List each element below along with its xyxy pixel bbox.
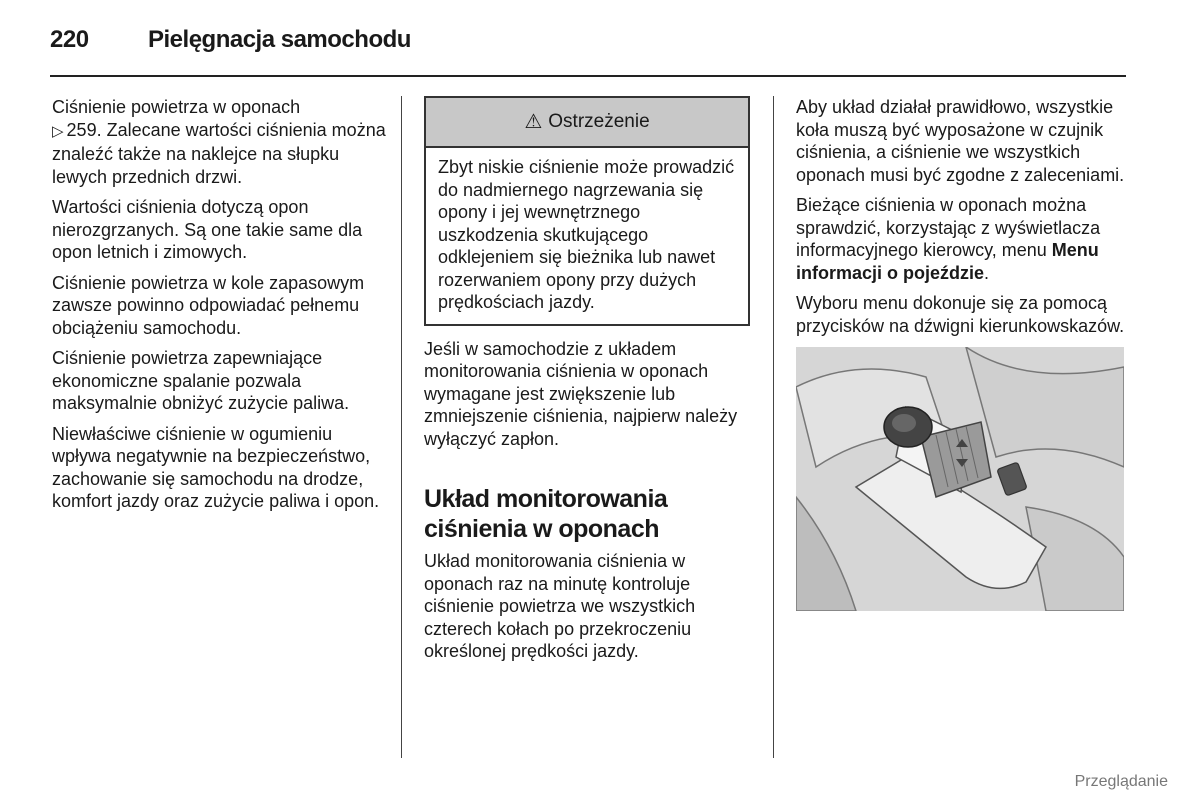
paragraph-spare-wheel: Ciśnienie powietrza w kole zapasowym zawsze powinno odpowiadać pełnemu obciążeniu samochodu. [52, 272, 365, 338]
warning-title: Ostrzeżenie [548, 110, 650, 132]
section-heading: Układ monitorowania ciśnienia w oponach [424, 485, 668, 543]
warning-text: Zbyt niskie ciśnienie może prowadzić do nadmiernego nagrzewania się opony i jej wewnętrznego uszkodzenia skutkującego odklejeniem się bieżnika lub nawet rozerwaniem opony przy dużych prędkościach jazdy. [438, 157, 735, 312]
arrow-right-icon: ▷ [52, 122, 64, 140]
warning-box [424, 96, 750, 326]
warning-header [426, 98, 748, 148]
paragraph-ignition-off: Jeśli w samochodzie z układem monitorowania ciśnienia w oponach wymagane jest zwiększenie lub zmniejszenie ciśnienia, najpierw należy wyłączyć zapłon. [424, 338, 738, 449]
page-title: Pielęgnacja samochodu [148, 26, 411, 53]
warning-triangle-icon: ⚠ [524, 110, 543, 133]
paragraph-tire-pressure: Ciśnienie powietrza w oponach ▷ 259. Zalecane wartości ciśnienia można znaleźć także na naklejce na słupku lewych przednich drzwi. [52, 97, 386, 187]
page-reference: 259. Zalecane wartości ciśnienia można znaleźć także na naklejce na słupku lewych przednich drzwi. [52, 119, 386, 187]
column-3 [796, 96, 1126, 611]
lever-drawing [796, 347, 1124, 611]
paragraph-economy: Ciśnienie powietrza zapewniające ekonomiczne spalanie pozwala maksymalnie obniżyć zużycie paliwa. [52, 348, 350, 413]
paragraph-menu-selection: Wyboru menu dokonuje się za pomocą przycisków na dźwigni kierunkowskazów. [796, 293, 1125, 336]
header-divider [50, 75, 1126, 77]
paragraph-check-pressure: Bieżące ciśnienia w oponach można sprawdzić, korzystając z wyświetlacza informacyjnego kierowcy, menu Menu informacji o pojeździe. [796, 195, 1101, 283]
column-divider-1 [401, 96, 402, 758]
paragraph-cold-tires: Wartości ciśnienia dotyczą opon nierozgrzanych. Są one takie same dla opon letnich i zimowych. [52, 197, 363, 262]
page-number: 220 [50, 26, 89, 53]
column-2 [424, 96, 754, 671]
footer-nav-label[interactable]: Przeglądanie [1074, 773, 1168, 790]
paragraph-incorrect-pressure: Niewłaściwe ciśnienie w ogumieniu wpływa negatywnie na bezpieczeństwo, zachowanie się samochodu na drodze, komfort jazdy oraz zużycie paliwa i opon. [52, 423, 380, 511]
turn-signal-lever-illustration [796, 347, 1124, 611]
paragraph-sensors: Aby układ działał prawidłowo, wszystkie koła muszą być wyposażone w czujnik ciśnienia, a ciśnienie we wszystkich oponach musi być zgodne z zaleceniami. [796, 97, 1125, 185]
column-1 [52, 96, 387, 521]
paragraph-monitoring-system: Układ monitorowania ciśnienia w oponach raz na minutę kontroluje ciśnienie powietrza we wszystkich czterech kołach po przekroczeniu określonej prędkości jazdy. [424, 551, 696, 661]
column-divider-2 [773, 96, 774, 758]
menu-name: Menu informacji o pojeździe [796, 240, 1099, 283]
